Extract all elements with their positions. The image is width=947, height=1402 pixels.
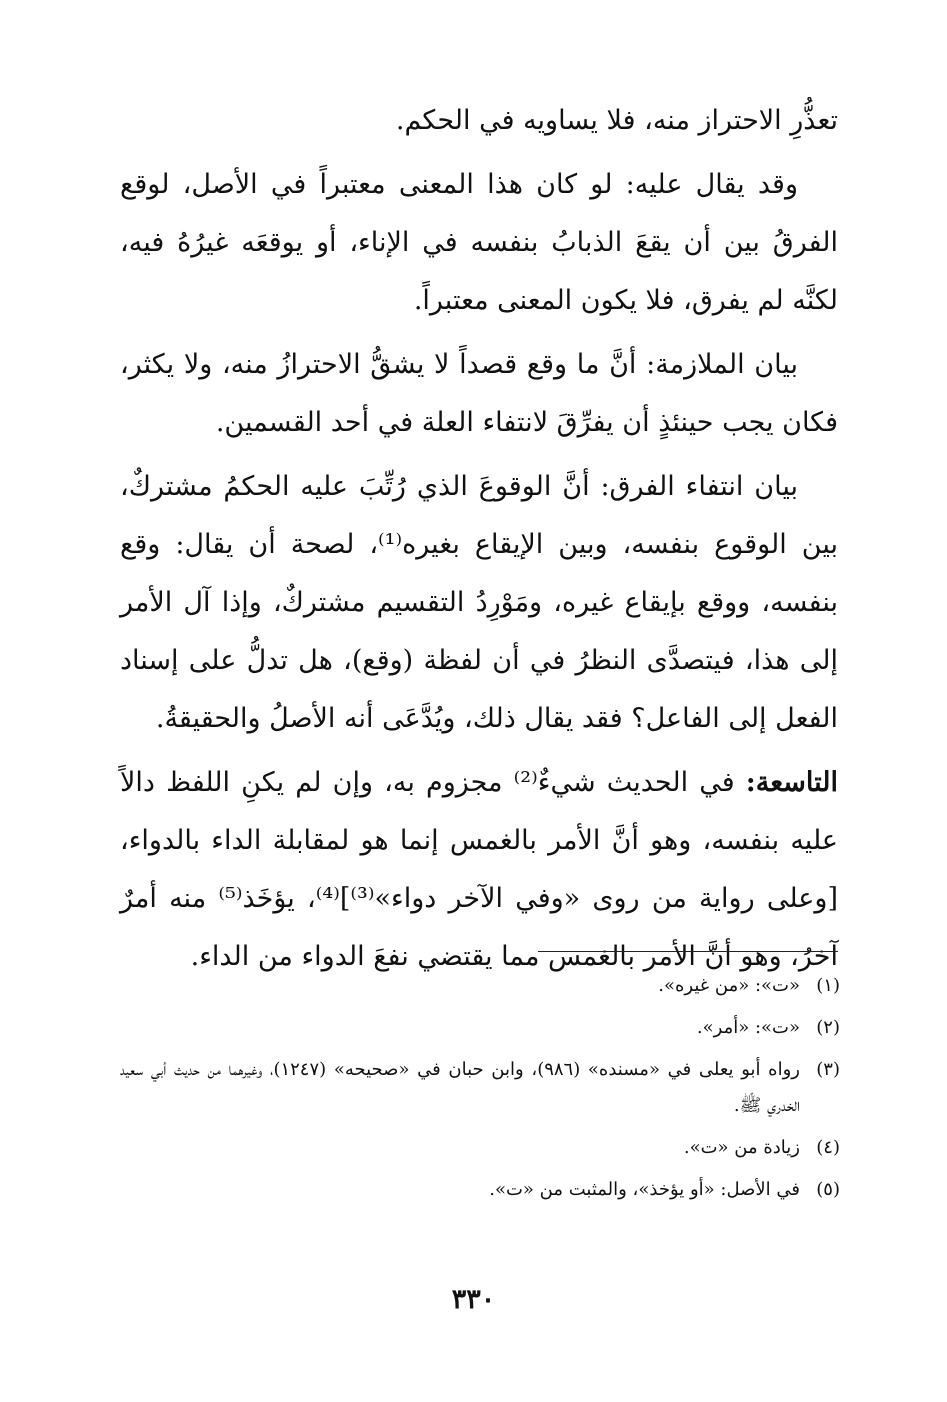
footnote-separator	[538, 951, 838, 952]
footnote	[120, 1052, 840, 1124]
footnote-number: (٢)	[816, 1017, 840, 1038]
ninth-text: في الحديث شيءٌ⁽²⁾ مجزوم به، وإن لم يكنِ اللفظ دالاً عليه بنفسه، وهو أنَّ الأمر بالغمس إنما هو لمقابلة الداء بالدواء، [وعلى رواية من روى «وفي الآخر دواء»⁽³⁾]⁽⁴⁾، يؤخَذ⁽⁵⁾ منه أمرٌ آخرُ، وهو أنَّ الأمر بالغمس مما يقتضي نفعَ الدواء من الداء.	[120, 767, 838, 972]
footnote-number: (٤)	[816, 1137, 840, 1158]
footnote-text: «ت»: «من غيره».	[658, 975, 800, 996]
footnote-text: زيادة من «ت».	[683, 1137, 800, 1158]
paragraph-no-difference: بيان انتفاء الفرق: أنَّ الوقوعَ الذي رُتِّبَ عليه الحكمُ مشتركٌ، بين الوقوع بنفسه، وبين الإيقاع بغيره⁽¹⁾، لصحة أن يقال: وقع بنفسه، ووقع بإيقاع غيره، ومَوْرِدُ التقسيم مشتركٌ، وإذا آل الأمر إلى هذا، فيتصدَّى النظرُ في أن لفظة (وقع)، هل تدلُّ على إسناد الفعل إلى الفاعل؟ فقد يقال ذلك، ويُدَّعَى أنه الأصلُ والحقيقةُ.	[120, 471, 838, 734]
footnote	[120, 1130, 840, 1166]
footnote-number: (٣)	[816, 1059, 840, 1080]
paragraph-objection: وقد يقال عليه: لو كان هذا المعنى معتبراً في الأصل، لوقع الفرقُ بين أن يقعَ الذبابُ بنفسه في الإناء، أو يوقعَه غيرُهُ فيه، لكنَّه لم يفرق، فلا يكون المعنى معتبراً.	[120, 169, 838, 316]
ninth-label: التاسعة:	[745, 767, 838, 798]
footnote	[120, 1172, 840, 1208]
footnote-text: رواه أبو يعلى في «مسنده» (٩٨٦)، وابن حبان في «صحيحه» (١٢٤٧)، وغيرهما من حديث أبي سعيد الخدري ﷺ.	[120, 1059, 800, 1116]
footnote-text: «ت»: «أمر».	[696, 1017, 800, 1038]
body-text	[120, 92, 838, 992]
footnote	[120, 1010, 840, 1046]
paragraph-correlation: بيان الملازمة: أنَّ ما وقع قصداً لا يشقُّ الاحترازُ منه، ولا يكثر، فكان يجب حينئذٍ أن يفرِّقَ لانتفاء العلة في أحد القسمين.	[120, 349, 838, 438]
paragraph-continuation: تعذُّرِ الاحتراز منه، فلا يساويه في الحكم.	[395, 105, 838, 136]
footnote-number: (٥)	[816, 1179, 840, 1200]
footnote-number: (١)	[816, 975, 840, 996]
footnotes	[120, 968, 840, 1214]
footnote	[120, 968, 840, 1004]
page-number: ٣٣٠	[451, 1284, 496, 1315]
footnote-text: في الأصل: «أو يؤخذ»، والمثبت من «ت».	[489, 1179, 800, 1200]
